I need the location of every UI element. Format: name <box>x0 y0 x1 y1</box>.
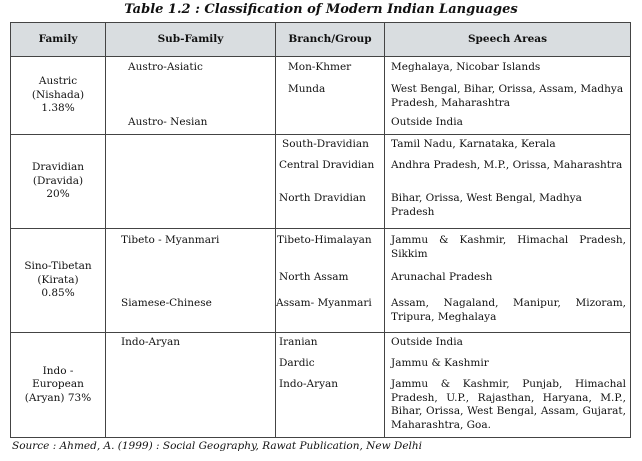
branch-cell <box>276 57 385 135</box>
table-row-dravidian <box>11 135 631 229</box>
family-label: Indo - European (Aryan) 73% <box>24 364 92 404</box>
language-classification-table <box>10 22 631 438</box>
branch-label: Mon-Khmer <box>288 61 352 73</box>
speech-areas-cell <box>385 135 631 229</box>
branch-cell <box>276 135 385 229</box>
sub-family-label: Siamese-Chinese <box>121 297 212 309</box>
speech-area-text: Tamil Nadu, Karnataka, Kerala <box>391 138 556 150</box>
table-row-indo-european <box>11 333 631 438</box>
sub-family-label: Indo-Aryan <box>121 336 181 348</box>
speech-area-text: Outside India <box>391 116 463 128</box>
family-cell <box>11 57 106 135</box>
speech-area-text: Andhra Pradesh, M.P., Orissa, Maharashtra <box>391 159 623 171</box>
family-cell <box>11 333 106 438</box>
header-row <box>11 23 631 57</box>
branch-label: Indo-Aryan <box>279 378 339 390</box>
speech-area-text: Jammu & Kashmir, Himachal Pradesh, Sikkim <box>391 234 626 260</box>
speech-area-text: West Bengal, Bihar, Orissa, Assam, Madhya Pradesh, Maharashtra <box>391 83 624 109</box>
family-label: Sino-Tibetan (Kirata) 0.85% <box>24 260 92 300</box>
header-speech-areas: Speech Areas <box>385 23 631 57</box>
header-branch: Branch/Group <box>276 23 385 57</box>
sub-family-cell <box>106 333 276 438</box>
family-cell <box>11 229 106 333</box>
speech-areas-cell <box>385 229 631 333</box>
sub-family-label: Austro- Nesian <box>128 116 208 128</box>
header-sub-family: Sub-Family <box>106 23 276 57</box>
sub-family-label: Tibeto - Myanmari <box>121 234 220 246</box>
branch-label: North Assam <box>279 271 349 283</box>
speech-area-text: Jammu & Kashmir <box>391 357 489 369</box>
speech-areas-cell <box>385 333 631 438</box>
branch-label: Dardic <box>279 357 315 369</box>
sub-family-cell <box>106 135 276 229</box>
speech-area-text: Meghalaya, Nicobar Islands <box>391 61 541 73</box>
speech-area-text: Jammu & Kashmir, Punjab, Himachal Pradesh, U.P., Rajasthan, Haryana, M.P., Bihar, Orissa, West Bengal, Assam, Gujarat, Maharashtra, Goa. <box>391 378 626 431</box>
speech-area-text: Assam, Nagaland, Manipur, Mizoram, Tripura, Meghalaya <box>391 297 626 323</box>
sub-family-cell <box>106 57 276 135</box>
table-title: Table 1.2 : Classification of Modern Indian Languages <box>124 2 518 17</box>
branch-cell <box>276 229 385 333</box>
family-label: Austric (Nishada) 1.38% <box>31 75 85 115</box>
branch-label: Iranian <box>279 336 318 348</box>
family-cell <box>11 135 106 229</box>
sub-family-cell <box>106 229 276 333</box>
table-row-sino-tibetan <box>11 229 631 333</box>
branch-label: North Dravidian <box>279 192 366 204</box>
source-citation: Source : Ahmed, A. (1999) : Social Geography, Rawat Publication, New Delhi <box>12 440 423 452</box>
speech-areas-cell <box>385 57 631 135</box>
speech-area-text: Outside India <box>391 336 463 348</box>
speech-area-text: Arunachal Pradesh <box>391 271 493 283</box>
speech-area-text: Bihar, Orissa, West Bengal, Madhya Pradesh <box>391 192 582 218</box>
table-row-austric <box>11 57 631 135</box>
branch-label: Assam- Myanmari <box>276 297 372 309</box>
header-family: Family <box>11 23 106 57</box>
family-label: Dravidian (Dravida) 20% <box>31 161 85 201</box>
branch-label: Central Dravidian <box>279 159 375 171</box>
sub-family-label: Austro-Asiatic <box>128 61 203 73</box>
branch-label: Munda <box>288 83 326 95</box>
branch-label: South-Dravidian <box>282 138 369 150</box>
branch-cell <box>276 333 385 438</box>
branch-label: Tibeto-Himalayan <box>277 234 372 246</box>
